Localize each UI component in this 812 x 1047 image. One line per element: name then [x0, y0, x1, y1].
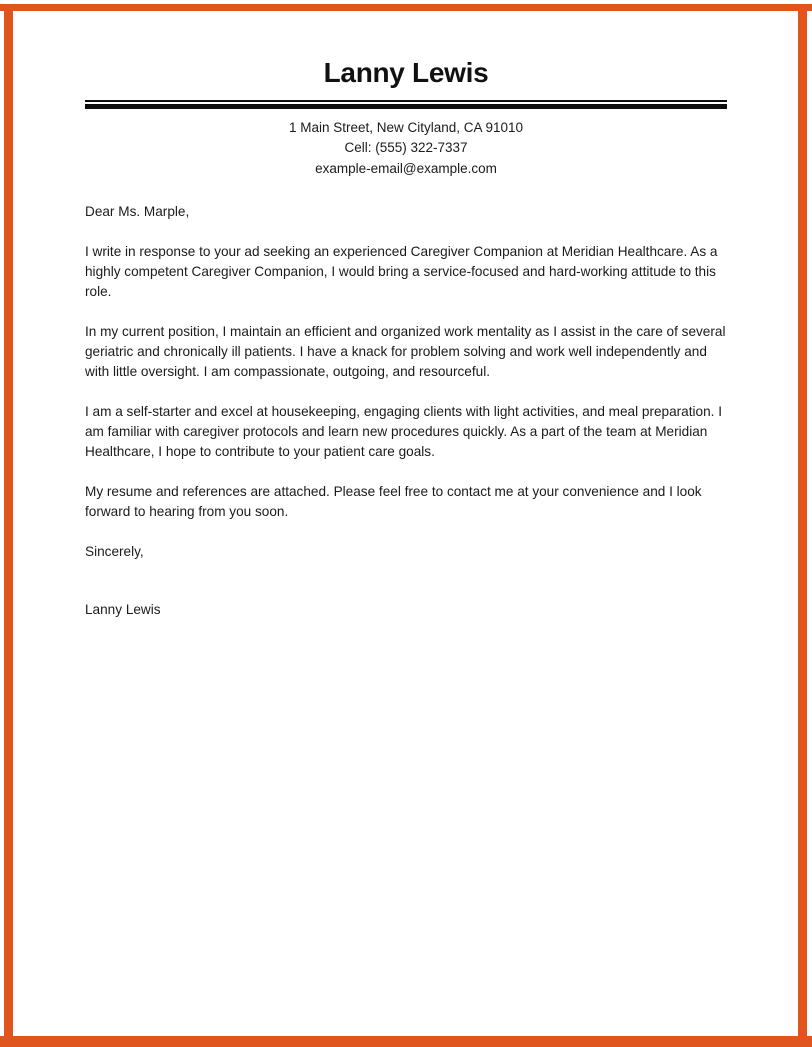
page-border-left	[4, 4, 13, 1047]
body-paragraph-2: In my current position, I maintain an efficient and organized work mentality as I assist in the care of several geriatric and chronically ill patients. I have a knack for problem solving and work well independently and with little oversight. I am compassionate, outgoing, and resourceful.	[85, 324, 726, 380]
letter-content	[85, 11, 727, 620]
body-paragraph-1: I write in response to your ad seeking an experienced Caregiver Companion at Meridian Healthcare. As a highly competent Caregiver Companion, I would bring a service-focused and hard-working attitude to this role.	[85, 244, 718, 300]
contact-address: 1 Main Street, New Cityland, CA 91010	[288, 119, 524, 135]
divider-line-thick	[85, 104, 727, 109]
page-border-bottom	[0, 1036, 812, 1047]
closing-salutation: Sincerely,	[85, 543, 144, 559]
contact-email: example-email@example.com	[315, 160, 497, 176]
body-paragraph-4: My resume and references are attached. Please feel free to contact me at your convenience and I look forward to hearing from you soon.	[85, 484, 702, 519]
salutation: Dear Ms. Marple,	[85, 204, 190, 220]
contact-block	[85, 118, 727, 180]
contact-phone: Cell: (555) 322-7337	[344, 140, 468, 156]
page-border-top	[0, 4, 812, 11]
letterhead-name: Lanny Lewis	[323, 57, 489, 88]
page-border-right	[798, 4, 807, 1047]
letter-sheet	[13, 11, 798, 1036]
letter-body	[85, 202, 727, 620]
body-paragraph-3: I am a self-starter and excel at housekeeping, engaging clients with light activities, and meal preparation. I am familiar with caregiver protocols and learn new procedures quickly. As a part of the team at Meridian Healthcare, I hope to contribute to your patient care goals.	[85, 404, 722, 460]
letterhead-divider	[85, 100, 727, 109]
signature-name: Lanny Lewis	[85, 601, 161, 617]
